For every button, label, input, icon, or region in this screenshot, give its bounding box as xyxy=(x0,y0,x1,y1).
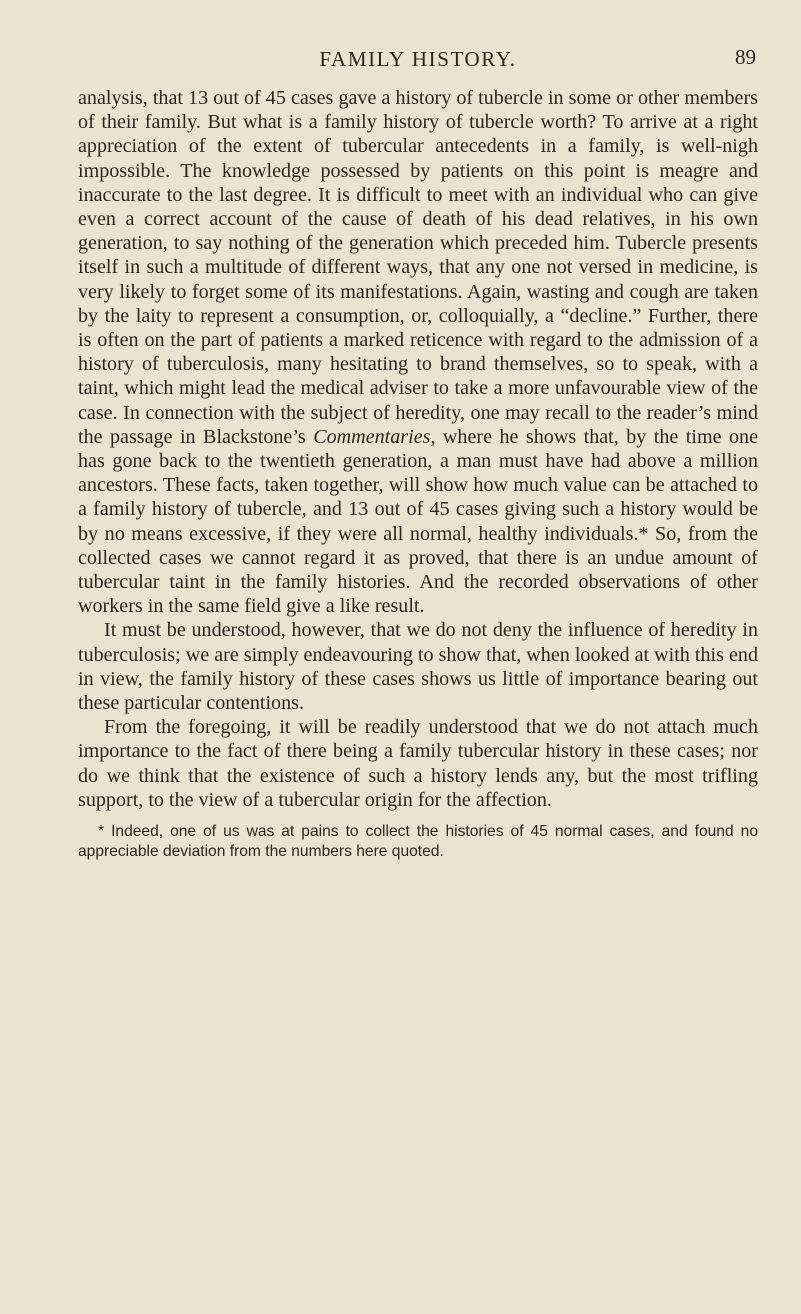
running-head xyxy=(78,46,758,86)
running-title: FAMILY HISTORY. xyxy=(319,47,517,71)
paragraph-1-text-a: analysis, that 13 out of 45 cases gave a history of tubercle in some or other members of their family. But what is a family history of tubercle worth? To arrive at a right appreciation of the extent of tubercular antecedents in a family, is well-nigh impossible. The knowledge possessed by patients on this point is meagre and inaccurate to the last degree. It is difficult to meet with an individual who can give even a correct account of the cause of death of his dead relatives, in his own generation, to say nothing of the generation which preceded him. Tubercle presents itself in such a multitude of different ways, that any one not versed in medicine, is very likely to forget some of its manifestations. Again, wasting and cough are taken by the laity to represent a consumption, or, colloquially, a “decline.” Further, there is often on the part of patients a marked reticence with regard to the admission of a history of tuberculosis, many hesitating to brand themselves, so to speak, with a taint, which might lead the medical adviser to take a more unfavourable view of the case. In connection with the subject of heredity, one may recall to the reader’s mind the passage in Blackstone’s xyxy=(78,87,758,448)
body-text xyxy=(78,86,758,812)
paragraph-1-text-b: , where he shows that, by the time one has gone back to the twentieth generation, a man must have had above a million ancestors. These facts, taken together, will show how much value can be attached to a family history of tubercle, and 13 out of 45 cases giving such a history would be by no means excessive, if they were all normal, healthy individuals.* So, from the collected cases we cannot regard it as proved, that there is an undue amount of tubercular taint in the family histories. And the recorded observations of other workers in the same field give a like result. xyxy=(78,425,758,618)
paragraph-1 xyxy=(78,86,758,618)
paragraph-3: From the foregoing, it will be readily understood that we do not attach much importance to the fact of there being a family tubercular history in these cases; nor do we think that the existence of such a history lends any, but the most trifling support, to the view of a tubercular origin for the affection. xyxy=(78,716,758,811)
footnote xyxy=(78,822,758,861)
page-number: 89 xyxy=(735,45,756,69)
footnote-text: * Indeed, one of us was at pains to collect the histories of 45 normal cases, and found no appreciable deviation from the numbers here quoted. xyxy=(78,823,758,860)
commentaries-title: Commentaries xyxy=(313,425,431,448)
paragraph-2: It must be understood, however, that we do not deny the influence of heredity in tuberculosis; we are simply endeavouring to show that, when looked at with this end in view, the family history of these cases shows us little of importance bearing out these particular contentions. xyxy=(78,619,758,715)
